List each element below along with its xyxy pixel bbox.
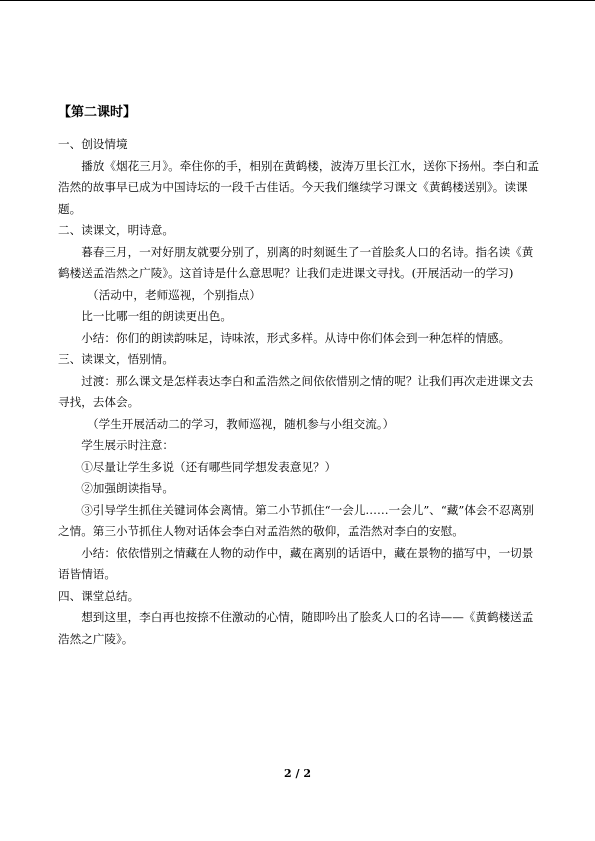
paragraph-activity-note: （活动中，老师巡视，个别指点） [87, 287, 261, 302]
paragraph-conclusion: 想到这里，李白再也按捺不住激动的心情，随即吟出了脍炙人口的名诗——《黄鹤楼送孟浩然之广陵》。 [58, 610, 534, 646]
paragraph-notes-heading: 学生展示时注意： [81, 438, 174, 452]
page-number: 2 / 2 [284, 767, 311, 780]
paragraph-compare: 比一比哪一组的朗读更出色。 [81, 309, 232, 323]
list-item-1: ①尽量让学生多说（还有哪些同学想发表意见？） [81, 459, 337, 474]
paragraph-transition: 过渡：那么课文是怎样表达李白和孟浩然之间依依惜别之情的呢？让我们再次走进课文去寻找，去体会。 [58, 373, 534, 409]
paragraph-intro: 播放《烟花三月》。牵住你的手，相别在黄鹤楼，波涛万里长江水，送你下扬州。李白和孟浩然的故事早已成为中国诗坛的一段千古佳话。今天我们继续学习课文《黄鹤楼送别》。读课题。 [58, 158, 540, 216]
document-body [58, 104, 544, 650]
section-heading-3: 三、读课文，悟别情。 [58, 352, 174, 366]
list-item-3: ③引导学生抓住关键词体会离情。第二小节抓住“一会儿……一会儿”、“藏”体会不忍离别之情。第三小节抓住人物对话体会李白对孟浩然的敬仰，孟浩然对李白的安慰。 [58, 502, 534, 538]
lesson-title: 【第二课时】 [58, 105, 137, 120]
list-item-2: ②加强朗读指导。 [81, 481, 174, 495]
section-heading-4: 四、课堂总结。 [58, 588, 140, 603]
paragraph-poem-reading: 暮春三月，一对好朋友就要分别了，别离的时刻诞生了一首脍炙人口的名诗。指名读《黄鹤楼送孟浩然之广陵》。这首诗是什么意思呢？让我们走进课文寻找。(开展活动一的学习) [58, 244, 534, 280]
page-top-rule [0, 0, 595, 1]
section-heading-2: 二、读课文，明诗意。 [58, 223, 174, 237]
paragraph-summary-1: 小结：你们的朗读韵味足，诗味浓，形式多样。从诗中你们体会到一种怎样的情感。 [81, 330, 511, 345]
section-heading-1: 一、创设情境 [58, 137, 128, 151]
paragraph-summary-2: 小结：依依惜别之情藏在人物的动作中，藏在离别的话语中，藏在景物的描写中，一切景语皆情语。 [58, 545, 534, 581]
paragraph-activity-two: （学生开展活动二的学习，教师巡视，随机参与小组交流。） [87, 416, 395, 431]
